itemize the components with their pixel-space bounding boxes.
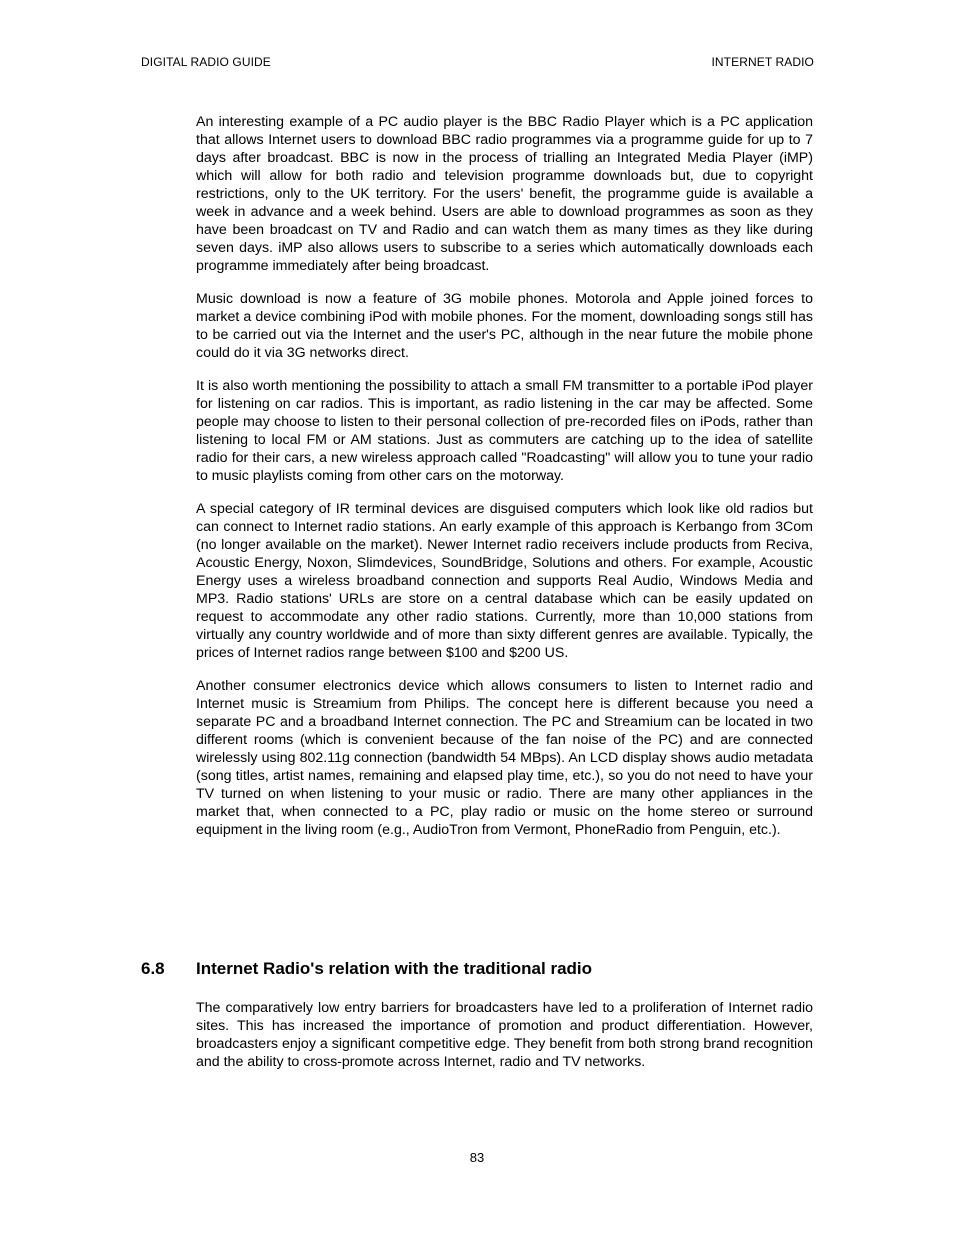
- section-heading: [141, 958, 813, 980]
- paragraph-fm-transmitter: It is also worth mentioning the possibility to attach a small FM transmitter to a portable iPod player for listening on car radios. This is important, as radio listening in the car may be affected. Some people may choose to listen to their personal collection of pre-recorded files on iPods, rather than listening to local FM or AM stations. Just as commuters are catching up to the idea of satellite radio for their cars, a new wireless approach called "Roadcasting" will allow you to tune your radio to music playlists coming from other cars on the motorway.: [196, 378, 813, 484]
- section-number: 6.8: [141, 959, 165, 978]
- section-title: Internet Radio's relation with the traditional radio: [196, 959, 593, 978]
- running-header-right: INTERNET RADIO: [711, 55, 814, 69]
- paragraph-music-download: Music download is now a feature of 3G mobile phones. Motorola and Apple joined forces to market a device combining iPod with mobile phones. For the moment, downloading songs still has to be carried out via the Internet and the user's PC, although in the near future the mobile phone could do it via 3G networks direct.: [196, 291, 813, 361]
- paragraph-ir-terminal-devices: A special category of IR terminal devices are disguised computers which look like old radios but can connect to Internet radio stations. An early example of this approach is Kerbango from 3Com (no longer available on the market). Newer Internet radio receivers include products from Reciva, Acoustic Energy, Noxon, Slimdevices, SoundBridge, Solutions and others. For example, Acoustic Energy uses a wireless broadband connection and supports Real Audio, Windows Media and MP3. Radio stations' URLs are store on a central database which can be easily updated on request to accommodate any other radio stations. Currently, more than 10,000 stations from virtually any country worldwide and of more than sixty different genres are available. Typically, the prices of Internet radios range between $100 and $200 US.: [196, 501, 813, 661]
- paragraph-streamium: Another consumer electronics device which allows consumers to listen to Internet radio and Internet music is Streamium from Philips. The concept here is different because you need a separate PC and a broadband Internet connection. The PC and Streamium can be located in two different rooms (which is convenient because of the fan noise of the PC) and are connected wirelessly using 802.11g connection (bandwidth 54 MBps). An LCD display shows audio metadata (song titles, artist names, remaining and elapsed play time, etc.), so you do not need to have your TV turned on when listening to your music or radio. There are many other appliances in the market that, when connected to a PC, play radio or music on the home stereo or surround equipment in the living room (e.g., AudioTron from Vermont, PhoneRadio from Penguin, etc.).: [196, 678, 813, 838]
- paragraph-bbc-radio-player: An interesting example of a PC audio player is the BBC Radio Player which is a PC application that allows Internet users to download BBC radio programmes via a programme guide for up to 7 days after broadcast. BBC is now in the process of trialling an Integrated Media Player (iMP) which will allow for both radio and television programme downloads but, due to copyright restrictions, only to the UK territory. For the users' benefit, the programme guide is available a week in advance and a week behind. Users are able to download programmes as soon as they have been broadcast on TV and Radio and can watch them as many times as they like during seven days. iMP also allows users to subscribe to a series which automatically downloads each programme immediately after being broadcast.: [196, 114, 813, 274]
- section-body: [196, 999, 813, 1086]
- paragraph-entry-barriers: The comparatively low entry barriers for broadcasters have led to a proliferation of Internet radio sites. This has increased the importance of promotion and product differentiation. However, broadcasters enjoy a significant competitive edge. They benefit from both strong brand recognition and the ability to cross-promote across Internet, radio and TV networks.: [196, 1000, 813, 1070]
- page-number: 83: [469, 1150, 485, 1165]
- body-text: [196, 113, 813, 854]
- running-header-left: DIGITAL RADIO GUIDE: [141, 55, 271, 69]
